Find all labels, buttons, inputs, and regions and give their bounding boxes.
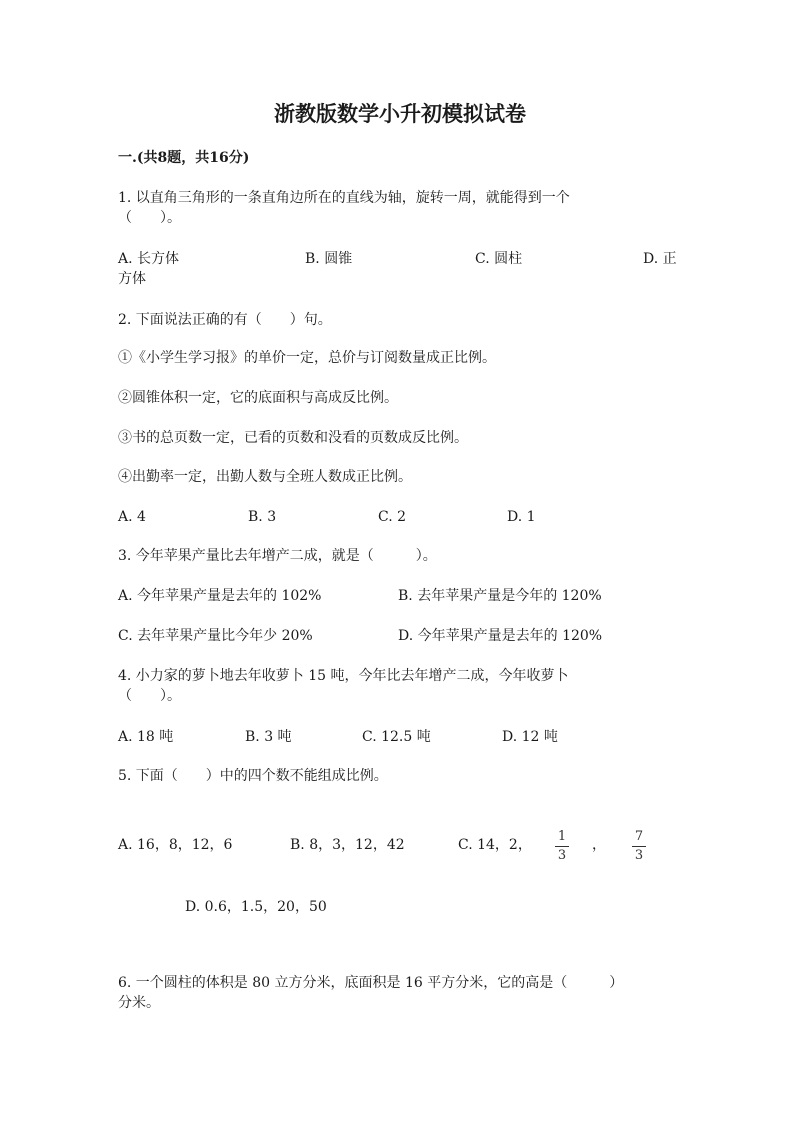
question-2-statement-1: ①《小学生学习报》的单价一定，总价与订阅数量成正比例。 xyxy=(118,350,496,366)
question-4-option-a: A. 18 吨 xyxy=(118,729,174,745)
question-1-line-2: （ ）。 xyxy=(118,210,181,226)
fraction-1-numerator: 1 xyxy=(557,829,567,844)
question-2-option-d: D. 1 xyxy=(507,509,536,525)
fraction-2-denominator: 3 xyxy=(634,848,644,863)
question-3-line-1: 3. 今年苹果产量比去年增产二成，就是（ ）。 xyxy=(118,548,437,564)
question-4-line-1: 4. 小力家的萝卜地去年收萝卜 15 吨，今年比去年增产二成，今年收萝卜 xyxy=(118,668,569,684)
question-6-line-2: 分米。 xyxy=(118,995,160,1011)
fraction-1-bar xyxy=(555,846,569,847)
question-1-line-1: 1. 以直角三角形的一条直角边所在的直线为轴，旋转一周，就能得到一个 xyxy=(118,190,570,206)
question-2-statement-2: ②圆锥体积一定，它的底面积与高成反比例。 xyxy=(118,390,398,406)
page-title: 浙教版数学小升初模拟试卷 xyxy=(274,101,526,126)
section-heading: 一.(共8题，共16分) xyxy=(118,150,250,166)
fraction-1-denominator: 3 xyxy=(557,848,567,863)
question-4-option-b: B. 3 吨 xyxy=(245,729,292,745)
question-1-option-c: C. 圆柱 xyxy=(475,251,523,267)
question-5-separator: ， xyxy=(592,837,606,853)
question-6-line-1: 6. 一个圆柱的体积是 80 立方分米，底面积是 16 平方分米，它的高是（ ） xyxy=(118,975,624,991)
question-2-line-1: 2. 下面说法正确的有（ ）句。 xyxy=(118,312,332,328)
question-5-option-b: B. 8，3，12，42 xyxy=(290,837,405,853)
question-3-option-d: D. 今年苹果产量是去年的 120% xyxy=(398,628,603,644)
question-5-option-a: A. 16，8，12，6 xyxy=(118,837,233,853)
question-4-option-c: C. 12.5 吨 xyxy=(362,729,431,745)
question-1-option-a: A. 长方体 xyxy=(118,251,180,267)
question-5-fraction-1 xyxy=(555,830,569,863)
question-3-option-c: C. 去年苹果产量比今年少 20% xyxy=(118,628,313,644)
question-5-fraction-2 xyxy=(632,830,646,863)
question-5-line-1: 5. 下面（ ）中的四个数不能组成比例。 xyxy=(118,768,388,784)
question-4-line-2: （ ）。 xyxy=(118,688,181,704)
question-1-option-b: B. 圆锥 xyxy=(305,251,353,267)
question-2-option-b: B. 3 xyxy=(248,509,277,525)
question-2-option-c: C. 2 xyxy=(378,509,407,525)
question-5-option-d: D. 0.6，1.5，20，50 xyxy=(185,899,327,915)
question-5-option-c: C. 14，2， xyxy=(458,837,532,853)
question-3-option-b: B. 去年苹果产量是今年的 120% xyxy=(398,588,602,604)
question-4-option-d: D. 12 吨 xyxy=(502,729,558,745)
fraction-2-bar xyxy=(632,846,646,847)
question-2-statement-3: ③书的总页数一定，已看的页数和没看的页数成反比例。 xyxy=(118,430,468,446)
fraction-2-numerator: 7 xyxy=(634,829,644,844)
question-1-option-d-wrap: 方体 xyxy=(118,271,146,287)
question-1-option-d: D. 正 xyxy=(643,251,677,267)
question-3-option-a: A. 今年苹果产量是去年的 102% xyxy=(118,588,322,604)
question-2-option-a: A. 4 xyxy=(118,509,146,525)
question-2-statement-4: ④出勤率一定，出勤人数与全班人数成正比例。 xyxy=(118,469,412,485)
